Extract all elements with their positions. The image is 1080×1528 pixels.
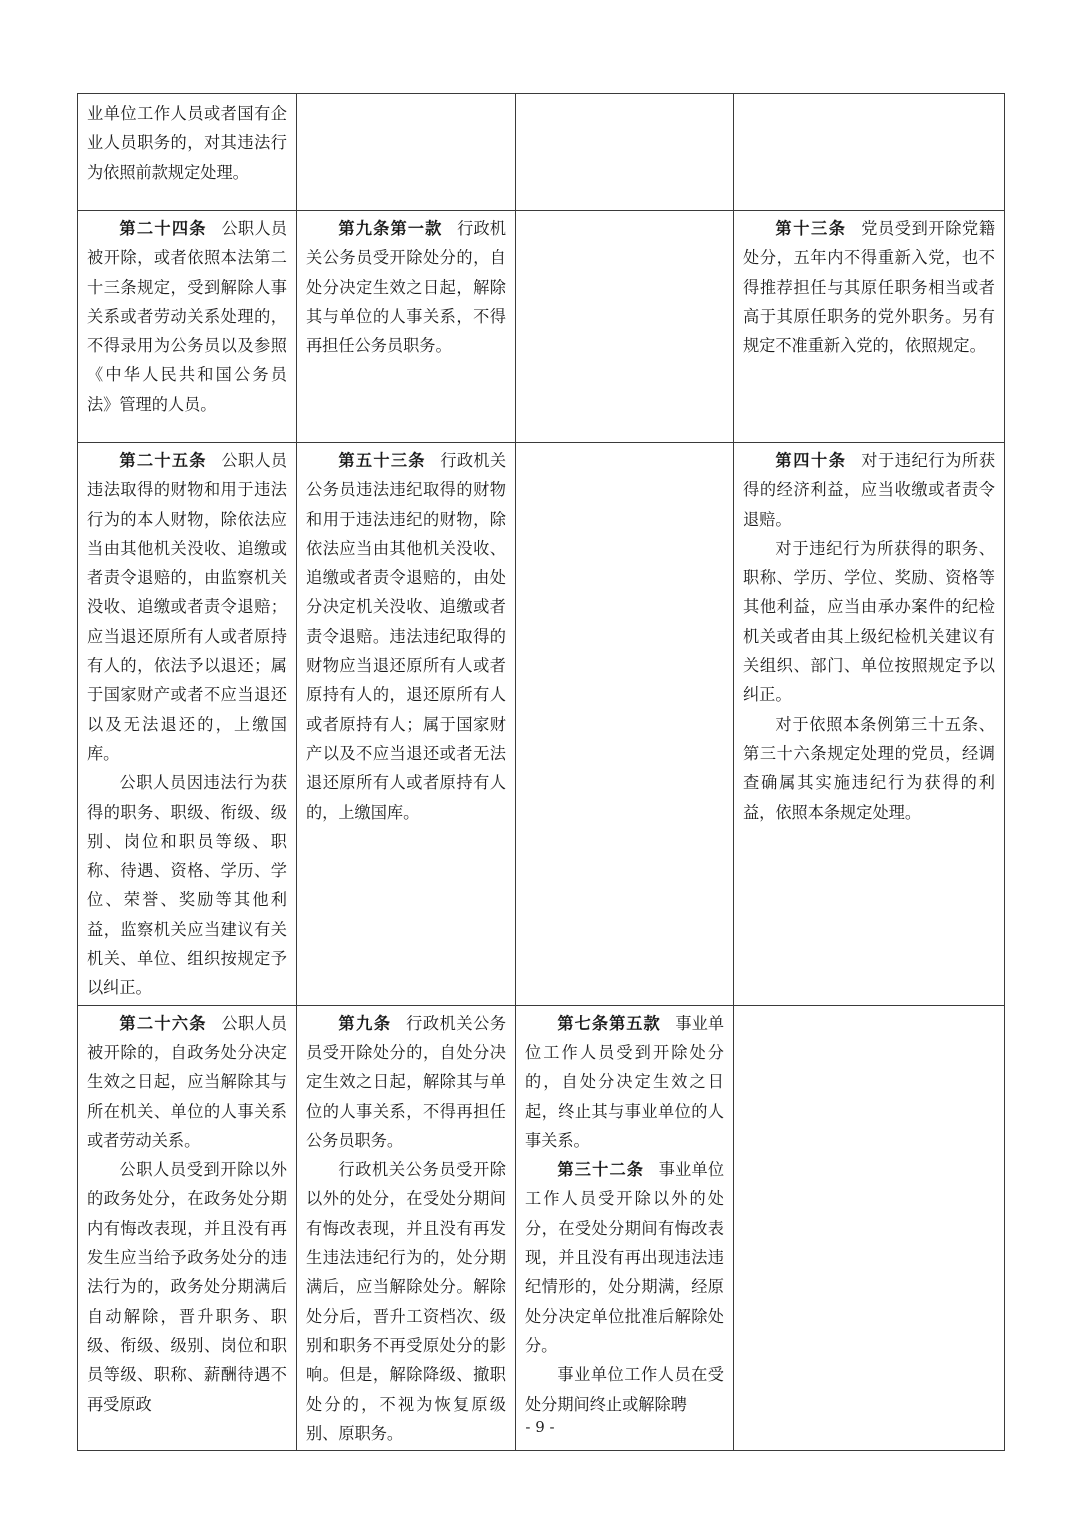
article-number: 第十三条	[775, 219, 847, 238]
column-supervision-law-cell	[78, 1005, 297, 1450]
article-number: 第三十二条	[557, 1160, 645, 1180]
column-public-institution-regulation-cell	[516, 211, 734, 443]
clause-text: 行政机关公务员受开除处分的，自处分决定生效之日起，解除其与单位的人事关系，不得再担任公务员职务。	[306, 219, 507, 356]
article-number: 第二十六条	[119, 1013, 207, 1033]
column-public-institution-regulation-cell	[516, 94, 734, 211]
clause-paragraph	[743, 534, 995, 710]
column-supervision-law-cell	[78, 443, 297, 1006]
column-civil-servant-regulation-cell	[297, 443, 516, 1006]
clause-paragraph	[87, 214, 287, 419]
clause-text: 行政机关公务员受开除处分的，自处分决定生效之日起，解除其与单位的人事关系，不得再担任公务员职务。	[306, 1013, 507, 1150]
clause-text: 行政机关公务员违法违纪取得的财物和用于违法违纪的财物，除依法应当由其他机关没收、追缴或者责令退赔的，由处分决定机关没收、追缴或者责令退赔。违法违纪取得的财物应当退还原所有人或者原持有人的，退还原所有人或者原持有人；属于国家财产以及不应当退还或者无法退还原所有人或者原持有人的，上缴国库。	[306, 451, 507, 822]
comparison-table	[77, 93, 1005, 1451]
table-row	[78, 94, 1005, 211]
clause-text: 公职人员受到开除以外的政务处分，在政务处分期内有悔改表现，并且没有再发生应当给予政务处分的违法行为的，政务处分期满后自动解除，晋升职务、职级、衔级、级别、岗位和职员等级、职称、薪酬待遇不再受原政	[87, 1160, 287, 1414]
clause-paragraph	[306, 1155, 506, 1448]
clause-paragraph	[87, 1155, 287, 1419]
article-number: 第九条第一款	[338, 219, 443, 238]
article-number: 第五十三条	[338, 451, 426, 470]
clause-paragraph	[87, 768, 287, 1002]
clause-paragraph	[525, 1360, 724, 1419]
page-number: - 9 -	[525, 1418, 555, 1436]
column-civil-servant-regulation-cell	[297, 211, 516, 443]
clause-paragraph	[306, 1009, 506, 1155]
column-party-discipline-regulation-cell	[734, 211, 1005, 443]
column-supervision-law-cell	[78, 94, 297, 211]
clause-paragraph	[743, 446, 995, 534]
clause-paragraph	[525, 1009, 724, 1155]
clause-paragraph	[306, 446, 506, 827]
column-public-institution-regulation-cell	[516, 443, 734, 1006]
column-party-discipline-regulation-cell	[734, 443, 1005, 1006]
clause-paragraph	[87, 446, 287, 768]
clause-paragraph	[743, 710, 995, 827]
column-supervision-law-cell	[78, 211, 297, 443]
column-public-institution-regulation-cell	[516, 1005, 734, 1450]
clause-text: 党员受到开除党籍处分，五年内不得重新入党，也不得推荐担任与其原任职务相当或者高于其原任职务的党外职务。另有规定不准重新入党的，依照规定。	[743, 219, 996, 356]
clause-text: 事业单位工作人员在受处分期间终止或解除聘	[525, 1365, 724, 1414]
column-party-discipline-regulation-cell	[734, 1005, 1005, 1450]
clause-text: 事业单位工作人员受开除以外的处分，在受处分期间有悔改表现，并且没有再出现违法违纪情形的，处分期满，经原处分决定单位批准后解除处分。	[525, 1160, 725, 1355]
clause-paragraph	[306, 214, 506, 360]
clause-text: 公职人员被开除的，自政务处分决定生效之日起，应当解除其与所在机关、单位的人事关系或者劳动关系。	[87, 1013, 288, 1150]
clause-text: 对于依照本条例第三十五条、第三十六条规定处理的党员，经调查确属其实施违纪行为获得的利益，依照本条规定处理。	[743, 714, 995, 822]
clause-text: 公职人员违法取得的财物和用于违法行为的本人财物，除依法应当由其他机关没收、追缴或者责令退赔的，由监察机关没收、追缴或者责令退赔；应当退还原所有人或者原持有人的，依法予以退还；属于国家财产或者不应当退还以及无法退还的，上缴国库。	[87, 451, 288, 763]
clause-text: 事业单位工作人员受到开除处分的，自处分决定生效之日起，终止其与事业单位的人事关系。	[525, 1013, 725, 1150]
clause-paragraph	[87, 99, 287, 187]
clause-text: 公职人员被开除，或者依照本法第二十三条规定，受到解除人事关系或者劳动关系处理的，不得录用为公务员以及参照《中华人民共和国公务员法》管理的人员。	[87, 219, 288, 414]
article-number: 第二十五条	[119, 451, 207, 470]
column-civil-servant-regulation-cell	[297, 94, 516, 211]
article-number: 第二十四条	[119, 219, 207, 238]
clause-paragraph	[525, 1155, 724, 1360]
article-number: 第七条第五款	[557, 1013, 661, 1033]
column-civil-servant-regulation-cell	[297, 1005, 516, 1450]
table-row	[78, 211, 1005, 443]
clause-text: 对于违纪行为所获得的经济利益，应当收缴或者责令退赔。	[743, 451, 996, 529]
clause-text: 业单位工作人员或者国有企业人员职务的，对其违法行为依照前款规定处理。	[87, 104, 287, 182]
table-row	[78, 443, 1005, 1006]
article-number: 第四十条	[775, 451, 847, 470]
clause-paragraph	[87, 1009, 287, 1155]
table-row	[78, 1005, 1005, 1450]
column-party-discipline-regulation-cell	[734, 94, 1005, 211]
article-number: 第九条	[338, 1013, 392, 1033]
clause-text: 公职人员因违法行为获得的职务、职级、衔级、级别、岗位和职员等级、职称、待遇、资格、学历、学位、荣誉、奖励等其他利益，监察机关应当建议有关机关、单位、组织按规定予以纠正。	[87, 773, 287, 998]
clause-paragraph	[743, 214, 995, 360]
clause-text: 行政机关公务员受开除以外的处分，在受处分期间有悔改表现，并且没有再发生违法违纪行为的，处分期满后，应当解除处分。解除处分后，晋升工资档次、级别和职务不再受原处分的影响。但是，解除降级、撤职处分的，不视为恢复原级别、原职务。	[306, 1160, 506, 1443]
clause-text: 对于违纪行为所获得的职务、职称、学历、学位、奖励、资格等其他利益，应当由承办案件的纪检机关或者由其上级纪检机关建议有关组织、部门、单位按照规定予以纠正。	[743, 538, 995, 705]
